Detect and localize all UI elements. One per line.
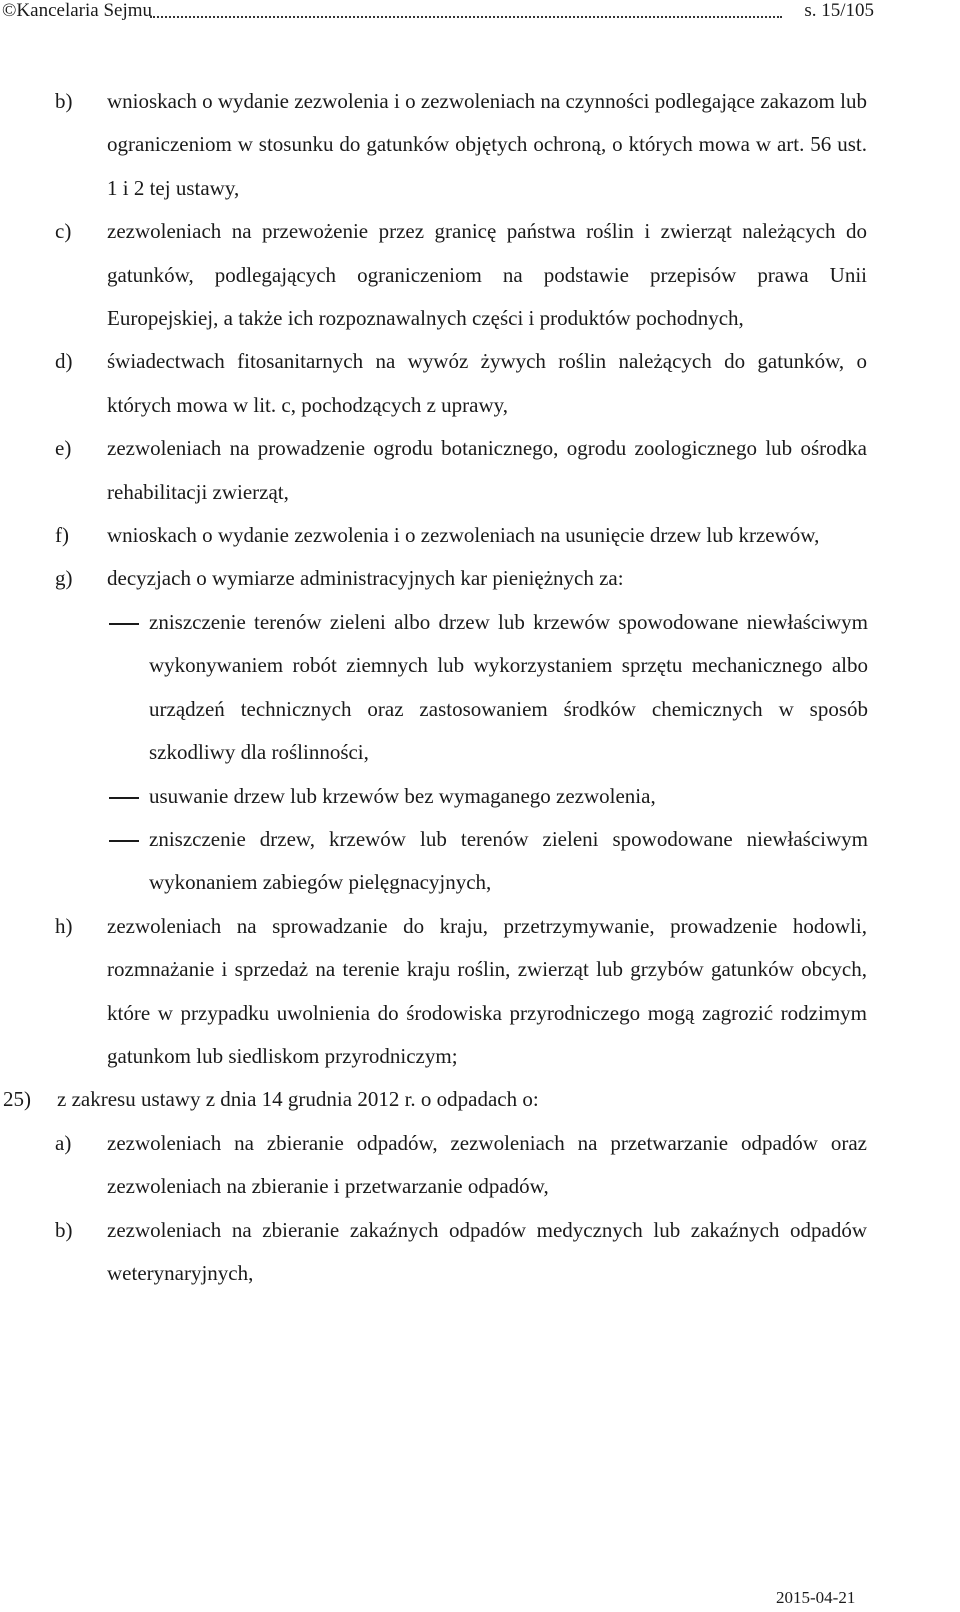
list-item-25: [3, 1078, 867, 1121]
item-text: decyzjach o wymiarze administracyjnych kar pieniężnych za:: [107, 566, 624, 591]
list-item-b: [55, 80, 867, 210]
item-text: zezwoleniach na sprowadzanie do kraju, przetrzymywanie, prowadzenie hodowli, rozmnażanie i sprzedaż na terenie kraju roślin, zwierząt lub grzybów gatunków obcych, które w przypadku uwolnienia do środowiska przyrodniczego mogą zagrozić rodzimym gatunkom lub siedliskom przyrodniczym;: [107, 913, 867, 1068]
header-dotted-rule: [150, 16, 782, 18]
item-label: b): [55, 1217, 73, 1242]
list-item-h: [55, 905, 867, 1079]
page-number: s. 15/105: [804, 0, 874, 21]
footer-date: 2015-04-21: [776, 1588, 856, 1607]
dash-item: [149, 818, 868, 905]
list-item-a: [55, 1122, 867, 1209]
dash-bullet: [109, 623, 139, 625]
copyright-label: ©Kancelaria Sejmu: [2, 0, 153, 21]
item-label: b): [55, 89, 73, 113]
item-text: wnioskach o wydanie zezwolenia i o zezwoleniach na czynności podlegające zakazom lub ograniczeniom w stosunku do gatunków objętych ochroną, o których mowa w art. 56 ust. 1 i 2 tej ustawy,: [107, 89, 867, 200]
dash-item: [149, 775, 868, 818]
item-label: 25): [3, 1087, 31, 1112]
item-label: e): [55, 436, 72, 461]
item-text: zniszczenie drzew, krzewów lub terenów zieleni spowodowane niewłaściwym wykonaniem zabiegów pielęgnacyjnych,: [149, 826, 868, 895]
item-text: zniszczenie terenów zieleni albo drzew lub krzewów spowodowane niewłaściwym wykonywaniem robót ziemnych lub wykorzystaniem sprzętu mechanicznego albo urządzeń technicznych oraz zastosowaniem środków chemicznych w sposób szkodliwy dla roślinności,: [149, 609, 868, 765]
dash-item: [149, 601, 868, 775]
item-label: a): [55, 1130, 72, 1155]
page-header: [0, 0, 960, 24]
list-item-e: [55, 427, 867, 514]
item-text: zezwoleniach na zbieranie odpadów, zezwoleniach na przetwarzanie odpadów oraz zezwoleniach na zbieranie i przetwarzanie odpadów,: [107, 1130, 867, 1199]
item-text: z zakresu ustawy z dnia 14 grudnia 2012 r. o odpadach o:: [57, 1087, 539, 1112]
list-item-f: [55, 514, 867, 557]
item-label: g): [55, 566, 73, 591]
list-item-b: [55, 1209, 867, 1296]
document-body: [0, 80, 960, 1295]
item-text: zezwoleniach na zbieranie zakaźnych odpadów medycznych lub zakaźnych odpadów weterynaryjnych,: [107, 1217, 867, 1285]
item-label: c): [55, 219, 72, 244]
item-label: d): [55, 349, 73, 374]
item-text: wnioskach o wydanie zezwolenia i o zezwoleniach na usunięcie drzew lub krzewów,: [107, 523, 820, 548]
item-label: h): [55, 913, 73, 938]
list-item-c: [55, 210, 867, 340]
dash-bullet: [109, 797, 139, 799]
list-item-g: [55, 557, 867, 600]
dash-bullet: [109, 840, 139, 842]
list-item-d: [55, 340, 867, 427]
item-label: f): [55, 523, 69, 548]
item-text: zezwoleniach na prowadzenie ogrodu botanicznego, ogrodu zoologicznego lub ośrodka rehabilitacji zwierząt,: [107, 436, 867, 504]
item-text: świadectwach fitosanitarnych na wywóz żywych roślin należących do gatunków, o których mowa w lit. c, pochodzących z uprawy,: [107, 349, 867, 417]
item-text: zezwoleniach na przewożenie przez granicę państwa roślin i zwierząt należących do gatunków, podlegających ograniczeniom na podstawie przepisów prawa Unii Europejskiej, a także ich rozpoznawalnych części i produktów pochodnych,: [107, 219, 867, 331]
item-text: usuwanie drzew lub krzewów bez wymaganego zezwolenia,: [149, 783, 656, 808]
